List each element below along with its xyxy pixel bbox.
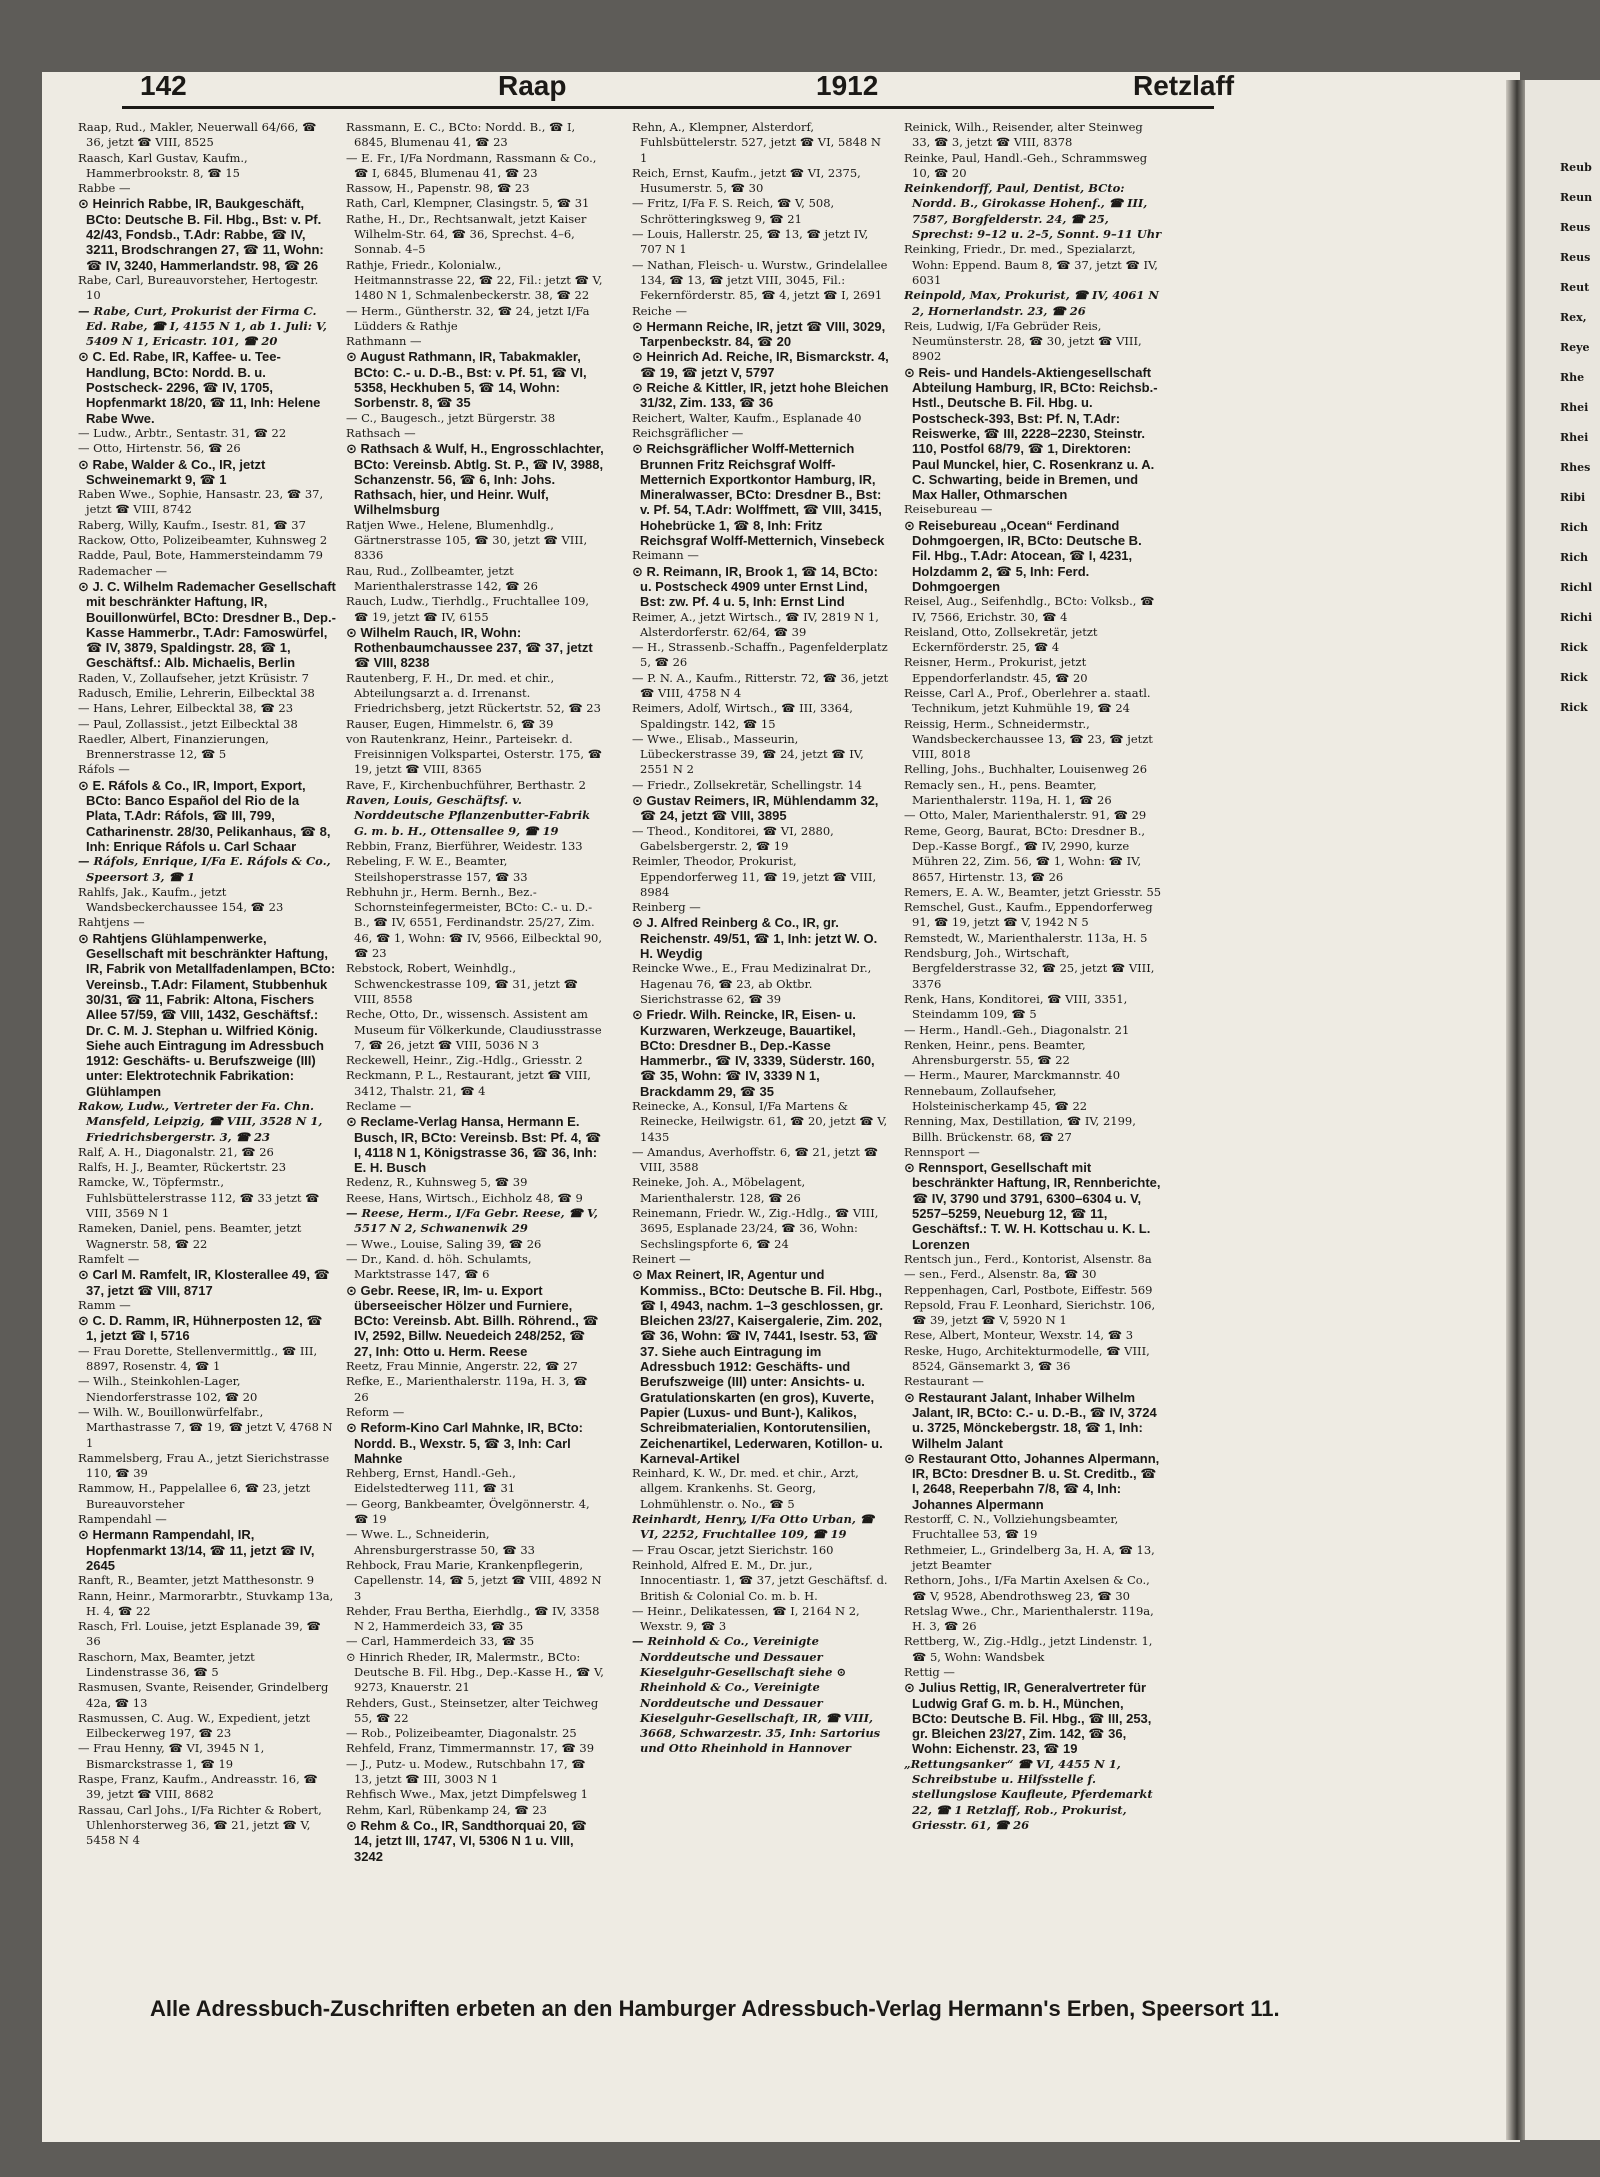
year-heading: 1912 xyxy=(816,70,879,101)
directory-entry: ⊙ Heinrich Rabbe, IR, Baukgeschäft, BCto: Deutsche B. Fil. Hbg., Bst: v. Pf. 42/43, Fondsb., T.Adr: Rabbe, ☎ IV, 3211, Brodschrangen 27, ☎ 11, Wohn: ☎ IV, 3240, Hammerlandstr. 98, ☎ 26 xyxy=(78,196,324,273)
directory-entry: Raap, Rud., Makler, Neuerwall 64/66, ☎ 36, jetzt ☎ VIII, 8525 xyxy=(78,120,317,150)
first-entry-heading: Raap xyxy=(498,70,567,101)
directory-entry: Reisebureau — xyxy=(904,502,993,517)
directory-entry: — Frau Dorette, Stellenvermittlg., ☎ III, 8897, Rosenstr. 4, ☎ 1 xyxy=(78,1343,318,1374)
directory-entry: Reetz, Frau Minnie, Angerstr. 22, ☎ 27 xyxy=(346,1359,578,1374)
directory-entry: ⊙ Hinrich Rheder, IR, Malermstr., BCto: Deutsche B. Fil. Hbg., Dep.-Kasse H., ☎ V, 9273, Knauerstr. 21 xyxy=(346,1649,604,1695)
directory-entry: Rehm, Karl, Rübenkamp 24, ☎ 23 xyxy=(346,1802,547,1817)
directory-entry: — Wwe. L., Schneiderin, Ahrensburgerstrasse 50, ☎ 33 xyxy=(346,1527,535,1557)
directory-entry: Rendsburg, Joh., Wirtschaft, Bergfelderstrasse 32, ☎ 25, jetzt ☎ VIII, 3376 xyxy=(904,946,1155,991)
directory-entry: Rehfeld, Franz, Timmermannstr. 17, ☎ 39 xyxy=(346,1741,595,1756)
directory-entry: Reinecke, A., Konsul, I/Fa Martens & Reinecke, Heilwigstr. 61, ☎ 20, jetzt ☎ V, 1435 xyxy=(632,1099,888,1144)
directory-entry: Rammelsberg, Frau A., jetzt Sierichstrasse 110, ☎ 39 xyxy=(78,1450,330,1481)
directory-entry: Rackow, Otto, Polizeibeamter, Kuhnsweg 2 xyxy=(78,533,328,548)
directory-entry: Rauch, Ludw., Tierhdlg., Fruchtallee 109, ☎ 19, jetzt ☎ IV, 6155 xyxy=(346,594,590,624)
directory-entry: Rath, Carl, Klempner, Clasingstr. 5, ☎ 31 xyxy=(346,196,590,211)
directory-entry: — Rabe, Curt, Prokurist der Firma C. Ed. Rabe, ☎ I, 4155 N 1, ab 1. Juli: V, 5409 N 1, Ericastr. 101, ☎ 20 xyxy=(78,303,327,349)
directory-entry: Rentsch jun., Ferd., Kontorist, Alsenstr. 8a xyxy=(904,1251,1152,1266)
directory-entry: — C., Baugesch., jetzt Bürgerstr. 38 xyxy=(346,410,556,425)
directory-entry: ⊙ Heinrich Ad. Reiche, IR, Bismarckstr. 4, ☎ 19, ☎ jetzt V, 5797 xyxy=(632,349,889,380)
directory-entry: — sen., Ferd., Alsenstr. 8a, ☎ 30 xyxy=(904,1267,1097,1282)
directory-entry: Redenz, R., Kuhnsweg 5, ☎ 39 xyxy=(346,1175,528,1190)
directory-entry: Radusch, Emilie, Lehrerin, Eilbecktal 38 xyxy=(78,685,315,700)
directory-entry: Rasch, Frl. Louise, jetzt Esplanade 39, ☎ 36 xyxy=(78,1619,321,1649)
directory-entry: ⊙ Max Reinert, IR, Agentur und Kommiss., BCto: Deutsche B. Fil. Hbg., ☎ I, 4943, nachm. 1–3 geschlossen, gr. Bleichen 23/27, Kaisergalerie, Zim. 202, ☎ 36, Wohn: ☎ IV, 7441, Isestr. 53, ☎ 37. Siehe auch Eintragung im Adressbuch 1912: Geschäfts- und Berufszweige (III) unter: Ansichts- u. Gratulationskarten (en gros), Kuverte, Papier (Luxus- und Bunt-), Kalikos, Schreibmaterialien, Kontorutensilien, Zeichenartikel, Lederwaren, Kotillon- u. Karneval-Artikel xyxy=(632,1267,884,1466)
directory-entry: Remers, E. A. W., Beamter, jetzt Griesstr. 55 xyxy=(904,884,1162,899)
adjacent-page-fragment: Reut xyxy=(1560,281,1590,294)
directory-entry: ⊙ Rennsport, Gesellschaft mit beschränkter Haftung, IR, Rennberichte, ☎ IV, 3790 und 3791, 6300–6304 u. V, 5257–5259, Neueburg 12, ☎ 11, Geschäftsf.: T. W. H. Kottschau u. K. L. Lorenzen xyxy=(904,1160,1161,1252)
directory-entry: von Rautenkranz, Heinr., Parteisekr. d. Freisinnigen Volkspartei, Osterstr. 175, ☎ 19, jetzt ☎ VIII, 8365 xyxy=(346,731,603,777)
column-1 xyxy=(78,120,336,2040)
directory-entry: Rann, Heinr., Marmorarbtr., Stuvkamp 13a, H. 4, ☎ 22 xyxy=(78,1588,334,1618)
directory-entry: Ranft, R., Beamter, jetzt Matthesonstr. 9 xyxy=(78,1573,315,1588)
directory-entry: Raasch, Karl Gustav, Kaufm., Hammerbrookstr. 8, ☎ 15 xyxy=(78,150,248,180)
directory-entry: Rethmeier, L., Grindelberg 3a, H. A, ☎ 13, jetzt Beamter xyxy=(904,1542,1155,1572)
directory-entry: — E. Fr., I/Fa Nordmann, Rassmann & Co., ☎ I, 6845, Blumenau 41, ☎ 23 xyxy=(346,150,597,180)
directory-entry: Ramcke, W., Töpfermstr., Fuhlsbüttelerstrasse 112, ☎ 33 jetzt ☎ VIII, 3569 N 1 xyxy=(78,1175,320,1221)
directory-entry: — Friedr., Zollsekretär, Schellingstr. 14 xyxy=(632,777,862,792)
directory-entry: — Ráfols, Enrique, I/Fa E. Ráfols & Co., Speersort 3, ☎ 1 xyxy=(78,854,331,884)
adjacent-page-fragment: Richl xyxy=(1560,581,1593,594)
adjacent-page-fragment: Rich xyxy=(1560,551,1589,564)
directory-entry: Rave, F., Kirchenbuchführer, Berthastr. 2 xyxy=(346,777,586,792)
adjacent-page-fragment: Richi xyxy=(1560,611,1593,624)
directory-entry: Reckewell, Heinr., Zig.-Hdlg., Griesstr. 2 xyxy=(346,1053,583,1068)
directory-entry: — Otto, Maler, Marienthalerstr. 91, ☎ 29 xyxy=(904,808,1147,823)
directory-entry: Reich, Ernst, Kaufm., jetzt ☎ VI, 2375, Husumerstr. 5, ☎ 30 xyxy=(632,165,861,196)
directory-entry: Rameken, Daniel, pens. Beamter, jetzt Wagnerstr. 58, ☎ 22 xyxy=(78,1221,302,1251)
directory-entry: ⊙ Restaurant Otto, Johannes Alpermann, IR, BCto: Dresdner B. u. St. Creditb., ☎ I, 2648, Reeperbahn 7/8, ☎ 4, Inh: Johannes Alpermann xyxy=(904,1450,1160,1512)
directory-entry: Reisland, Otto, Zollsekretär, jetzt Eckernförderstr. 25, ☎ 4 xyxy=(904,624,1098,655)
directory-entry: — Hans, Lehrer, Eilbecktal 38, ☎ 23 xyxy=(78,701,294,716)
directory-entry: — Wilh. W., Bouillonwürfelfabr., Marthastrasse 7, ☎ 19, ☎ jetzt V, 4768 N 1 xyxy=(78,1404,333,1450)
directory-entry: Rennebaum, Zollaufseher, Holsteinischerkamp 45, ☎ 22 xyxy=(904,1083,1088,1113)
directory-entry: Rebeling, F. W. E., Beamter, Steilshoperstrasse 157, ☎ 33 xyxy=(346,854,528,884)
directory-entry: Rehder, Frau Bertha, Eierhdlg., ☎ IV, 3358 N 2, Hammerdeich 33, ☎ 35 xyxy=(346,1603,600,1634)
directory-entry: Rehders, Gust., Steinsetzer, alter Teichweg 55, ☎ 22 xyxy=(346,1695,599,1725)
directory-entry: Rademacher — xyxy=(78,563,168,578)
directory-entry: ⊙ August Rathmann, IR, Tabakmakler, BCto: C.- u. D.-B., Bst: v. Pf. 51, ☎ VI, 5358, Heckhuben 5, ☎ 14, Wohn: Sorbenstr. 8, ☎ 35 xyxy=(346,349,587,411)
directory-entry: Raedler, Albert, Finanzierungen, Brennerstrasse 12, ☎ 5 xyxy=(78,731,269,762)
directory-entry: Rahtjens — xyxy=(78,915,145,930)
directory-entry: — Dr., Kand. d. höh. Schulamts, Marktstrasse 147, ☎ 6 xyxy=(346,1251,532,1282)
last-entry-heading: Retzlaff xyxy=(1133,70,1235,101)
directory-entry: — P. N. A., Kaufm., Ritterstr. 72, ☎ 36, jetzt ☎ VIII, 4758 N 4 xyxy=(632,670,889,700)
directory-entry: Reimer, A., jetzt Wirtsch., ☎ IV, 2819 N 1, Alsterdorferstr. 62/64, ☎ 39 xyxy=(632,609,879,639)
directory-entry: Rasmusen, Svante, Reisender, Grindelberg 42a, ☎ 13 xyxy=(78,1680,329,1710)
directory-entry: Rebstock, Robert, Weinhdlg., Schwenckestrasse 109, ☎ 31, jetzt ☎ VIII, 8558 xyxy=(346,961,578,1006)
directory-entry: ⊙ Hermann Rampendahl, IR, Hopfenmarkt 13/14, ☎ 11, jetzt ☎ IV, 2645 xyxy=(78,1527,315,1573)
directory-entry: Renken, Heinr., pens. Beamter, Ahrensburgerstr. 55, ☎ 22 xyxy=(904,1037,1086,1068)
directory-entry: Rassau, Carl Johs., I/Fa Richter & Robert, Uhlenhorsterweg 36, ☎ 21, jetzt ☎ V, 5458 N 4 xyxy=(78,1802,322,1848)
directory-entry: — Ludw., Arbtr., Sentastr. 31, ☎ 22 xyxy=(78,425,287,440)
directory-entry: Relling, Johs., Buchhalter, Louisenweg 26 xyxy=(904,762,1148,777)
directory-entry: Reisel, Aug., Seifenhdlg., BCto: Volksb., ☎ IV, 7566, Erichstr. 30, ☎ 4 xyxy=(904,594,1155,624)
directory-entry: Reform — xyxy=(346,1404,405,1419)
directory-entry: Reiche — xyxy=(632,303,687,318)
directory-entry: ⊙ E. Ráfols & Co., IR, Import, Export, BCto: Banco Español del Rio de la Plata, T.Adr: Ráfols, ☎ III, 799, Catharinenstr. 28/30, Pelikanhaus, ☎ 8, Inh: Enrique Ráfols u. Carl Schaar xyxy=(78,777,331,854)
directory-entry: — Georg, Bankbeamter, Övelgönnerstr. 4, ☎ 19 xyxy=(346,1496,590,1527)
directory-entry: — Otto, Hirtenstr. 56, ☎ 26 xyxy=(78,441,241,456)
directory-entry: Rettberg, W., Zig.-Hdlg., jetzt Lindenstr. 1, ☎ 5, Wohn: Wandsbek xyxy=(904,1634,1153,1664)
adjacent-page-fragment: Reus xyxy=(1560,251,1591,264)
directory-entry: ⊙ Reisebureau „Ocean“ Ferdinand Dohmgoergen, IR, BCto: Deutsche B. Fil. Hbg., T.Adr: Atocean, ☎ I, 4231, Holzdamm 2, ☎ 5, Inh: Ferd. Dohmgoergen xyxy=(904,517,1142,594)
directory-entry: Reinhard, K. W., Dr. med. et chir., Arzt, allgem. Krankenhs. St. Georg, Lohmühlenstr. o. No., ☎ 5 xyxy=(632,1466,859,1511)
directory-entry: Reissig, Herm., Schneidermstr., Wandsbeckerchaussee 13, ☎ 23, ☎ jetzt VIII, 8018 xyxy=(904,716,1153,762)
directory-entry: Rehberg, Ernst, Handl.-Geh., Eidelstedterweg 111, ☎ 31 xyxy=(346,1466,516,1496)
directory-entry: — Reese, Herm., I/Fa Gebr. Reese, ☎ V, 5517 N 2, Schwanenwik 29 xyxy=(346,1206,598,1236)
adjacent-page-fragment: Reus xyxy=(1560,221,1591,234)
directory-entry: ⊙ Carl M. Ramfelt, IR, Klosterallee 49, ☎ 37, jetzt ☎ VIII, 8717 xyxy=(78,1267,330,1298)
directory-entry: ⊙ R. Reimann, IR, Brook 1, ☎ 14, BCto: u. Postscheck 4909 unter Ernst Lind, Bst: zw. Pf. 4 u. 5, Inh: Ernst Lind xyxy=(632,563,878,610)
directory-entry: Reisse, Carl A., Prof., Oberlehrer a. staatl. Technikum, jetzt Kuhmühle 19, ☎ 24 xyxy=(904,685,1151,716)
directory-entry: — Theod., Konditorei, ☎ VI, 2880, Gabelsbergerstr. 2, ☎ 19 xyxy=(632,823,834,853)
directory-entry: Rabe, Carl, Bureauvorsteher, Hertogestr. 10 xyxy=(78,272,319,303)
directory-entry: Reinberg — xyxy=(632,900,701,915)
directory-entry: Renk, Hans, Konditorei, ☎ VIII, 3351, Steindamm 109, ☎ 5 xyxy=(904,991,1128,1022)
directory-entry: Ratjen Wwe., Helene, Blumenhdlg., Gärtnerstrasse 105, ☎ 30, jetzt ☎ VIII, 8336 xyxy=(346,517,588,563)
directory-entry: Raven, Louis, Geschäftsf. v. Norddeutsche Pflanzenbutter-Fabrik G. m. b. H., Ottensallee 9, ☎ 19 xyxy=(346,793,591,838)
directory-entry: Reme, Georg, Baurat, BCto: Dresdner B., Dep.-Kasse Borgf., ☎ IV, 2990, kurze Mühren 22, Zim. 56, ☎ 1, Wohn: ☎ IV, 8657, Hirtenstr. 13, ☎ 26 xyxy=(904,823,1146,884)
directory-entry: ⊙ Rabe, Walder & Co., IR, jetzt Schweinemarkt 9, ☎ 1 xyxy=(78,456,266,487)
directory-entry: — Wwe., Louise, Saling 39, ☎ 26 xyxy=(346,1236,542,1251)
directory-entry: „Rettungsanker“ ☎ VI, 4455 N 1, Schreibstube u. Hilfsstelle f. stellungslose Kaufleute, Pferdemarkt 22, ☎ 1 Retzlaff, Rob., Prokurist, Griesstr. 61, ☎ 26 xyxy=(904,1756,1153,1832)
header-rule xyxy=(122,106,1214,109)
directory-entry: Rathje, Friedr., Kolonialw., Heitmannstrasse 22, ☎ 22, Fil.: jetzt ☎ V, 1480 N 1, Schmalenbeckerstr. 38, ☎ 22 xyxy=(346,257,603,303)
directory-entry: Rathsach — xyxy=(346,425,416,440)
directory-entry: Reincke Wwe., E., Frau Medizinalrat Dr., Hagenau 76, ☎ 23, ab Oktbr. Sierichstrasse 62, ☎ 39 xyxy=(632,961,872,1006)
directory-entry: — Herm., Handl.-Geh., Diagonalstr. 21 xyxy=(904,1022,1130,1037)
directory-entry: Rennsport — xyxy=(904,1144,980,1159)
directory-entry: Raben Wwe., Sophie, Hansastr. 23, ☎ 37, jetzt ☎ VIII, 8742 xyxy=(78,487,324,517)
adjacent-page-fragment: Rick xyxy=(1560,701,1588,714)
page-footer: Alle Adressbuch-Zuschriften erbeten an den Hamburger Adressbuch-Verlag Hermann's Erben, Speersort 11. xyxy=(150,1996,1280,2021)
directory-entry: ⊙ J. C. Wilhelm Rademacher Gesellschaft mit beschränkter Haftung, IR, Bouillonwürfel, BCto: Dresdner B., Dep.-Kasse Hammerbr., T.Adr: Famoswürfel, ☎ IV, 3879, Spaldingstr. 28, ☎ 1, Geschäftsf.: Alb. Michaelis, Berlin xyxy=(78,578,336,671)
directory-entry: Rassow, H., Papenstr. 98, ☎ 23 xyxy=(346,181,530,196)
directory-entry: Reimler, Theodor, Prokurist, Eppendorferweg 11, ☎ 19, jetzt ☎ VIII, 8984 xyxy=(632,854,877,899)
directory-entry: Rautenberg, F. H., Dr. med. et chir., Abteilungsarzt a. d. Irrenanst. Friedrichsberg, jetzt Rückertstr. 52, ☎ 23 xyxy=(346,670,601,716)
directory-entry: Raschorn, Max, Beamter, jetzt Lindenstrasse 36, ☎ 5 xyxy=(78,1649,255,1679)
directory-entry: Rauser, Eugen, Himmelstr. 6, ☎ 39 xyxy=(346,716,554,731)
directory-entry: Renning, Max, Destillation, ☎ IV, 2199, Billh. Brückenstr. 68, ☎ 27 xyxy=(904,1114,1136,1144)
directory-entry: ⊙ Reichsgräflicher Wolff-Metternich Brunnen Fritz Reichsgraf Wolff-Metternich Exportkontor Hamburg, IR, Mineralwasser, BCto: Dresdner B., Bst: v. Pf. 54, T.Adr: Wolffmett, ☎ VIII, 3415, Hohebrücke 1, ☎ 8, Inh: Fritz Reichsgraf Wolff-Metternich, Vinsebeck xyxy=(632,441,885,549)
directory-entry: Ralf, A. H., Diagonalstr. 21, ☎ 26 xyxy=(78,1144,274,1159)
directory-entry: Reinpold, Max, Prokurist, ☎ IV, 4061 N 2, Hornerlandstr. 23, ☎ 26 xyxy=(904,288,1159,318)
directory-entry: ⊙ Reiche & Kittler, IR, jetzt hohe Bleichen 31/32, Zim. 133, ☎ 36 xyxy=(632,380,889,411)
directory-entry: ⊙ Julius Rettig, IR, Generalvertreter für Ludwig Graf G. m. b. H., München, BCto: Deutsche B. Fil. Hbg., ☎ III, 253, gr. Bleichen 23/27, Zim. 142, ☎ 36, Wohn: Eichenstr. 23, ☎ 19 xyxy=(904,1680,1152,1757)
adjacent-page-fragment: Reye xyxy=(1560,341,1590,354)
directory-entry: Raberg, Willy, Kaufm., Isestr. 81, ☎ 37 xyxy=(78,517,306,532)
directory-entry: Ramfelt — xyxy=(78,1251,140,1266)
directory-entry: Rampendahl — xyxy=(78,1512,167,1527)
directory-entry: ⊙ Wilhelm Rauch, IR, Wohn: Rothenbaumchaussee 237, ☎ 37, jetzt ☎ VIII, 8238 xyxy=(346,624,593,671)
adjacent-page-fragment: Rhei xyxy=(1560,431,1589,444)
directory-entry: Reineke, Joh. A., Möbelagent, Marienthalerstr. 128, ☎ 26 xyxy=(632,1175,806,1205)
directory-entry: Rathmann — xyxy=(346,334,422,349)
directory-entry: ⊙ Friedr. Wilh. Reincke, IR, Eisen- u. Kurzwaren, Werkzeuge, Bauartikel, BCto: Dresdner B., Dep.-Kasse Hammerbr., ☎ IV, 3339, Süderstr. 160, ☎ 35, Wohn: ☎ IV, 3339 N 1, Brackdamm 29, ☎ 35 xyxy=(632,1007,875,1099)
directory-entry: Reinhardt, Henry, I/Fa Otto Urban, ☎ VI, 2252, Fruchtallee 109, ☎ 19 xyxy=(632,1512,875,1542)
directory-entry: ⊙ Rehm & Co., IR, Sandthorquai 20, ☎ 14, jetzt III, 1747, VI, 5306 N 1 u. VIII, 3242 xyxy=(346,1817,587,1864)
directory-entry: Ralfs, H. J., Beamter, Rückertstr. 23 xyxy=(78,1160,287,1175)
directory-entry: ⊙ Gebr. Reese, IR, Im- u. Export überseeischer Hölzer und Furniere, BCto: Vereinsb. Abt. Billh. Röhrend., ☎ IV, 2592, Billw. Neuedeich 248/252, ☎ 27, Inh: Otto u. Herm. Reese xyxy=(346,1282,599,1359)
directory-entry: Rebbin, Franz, Bierführer, Weidestr. 133 xyxy=(346,838,583,853)
directory-entry: Reichert, Walter, Kaufm., Esplanade 40 xyxy=(632,410,862,425)
adjacent-page-fragment: Rick xyxy=(1560,641,1588,654)
directory-entry: Refke, E., Marienthalerstr. 119a, H. 3, ☎ 26 xyxy=(346,1374,588,1404)
directory-entry: — Heinr., Delikatessen, ☎ I, 2164 N 2, Wexstr. 9, ☎ 3 xyxy=(632,1603,860,1634)
directory-entry: Reimann — xyxy=(632,548,699,563)
directory-entry: — Reinhold & Co., Vereinigte Norddeutsche und Dessauer Kieselguhr-Gesellschaft siehe ⊙ Rheinhold & Co., Vereinigte Norddeutsche und Dessauer Kieselguhr-Gesellschaft, IR, ☎ VIII, 3668, Schwarzestr. 35, Inh: Sartorius und Otto Rheinhold in Hannover xyxy=(632,1634,881,1756)
directory-entry: Rakow, Ludw., Vertreter der Fa. Chn. Mansfeld, Leipzig, ☎ VIII, 3528 N 1, Friedrichsbergerstr. 3, ☎ 23 xyxy=(78,1099,323,1144)
directory-entry: ⊙ C. D. Ramm, IR, Hühnerposten 12, ☎ 1, jetzt ☎ I, 5716 xyxy=(78,1313,323,1344)
directory-entry: — Carl, Hammerdeich 33, ☎ 35 xyxy=(346,1634,535,1649)
directory-entry: — Wwe., Elisab., Masseurin, Lübeckerstrasse 39, ☎ 24, jetzt ☎ IV, 2551 N 2 xyxy=(632,731,864,777)
directory-entry: ⊙ Reform-Kino Carl Mahnke, IR, BCto: Nordd. B., Wexstr. 5, ☎ 3, Inh: Carl Mahnke xyxy=(346,1420,583,1466)
adjacent-page-fragment: Rick xyxy=(1560,671,1588,684)
directory-entry: Rammow, H., Pappelallee 6, ☎ 23, jetzt Bureauvorsteher xyxy=(78,1481,311,1511)
directory-entry: Reche, Otto, Dr., wissensch. Assistent am Museum für Völkerkunde, Claudiusstrasse 7, ☎ 26, jetzt ☎ VIII, 5036 N 3 xyxy=(346,1007,602,1052)
adjacent-page-fragment: Reun xyxy=(1560,191,1593,204)
directory-entry: — Paul, Zollassist., jetzt Eilbecktal 38 xyxy=(78,716,298,731)
directory-entry: Raden, V., Zollaufseher, jetzt Krüsistr. 7 xyxy=(78,670,309,685)
directory-entry: — H., Strassenb.-Schaffn., Pagenfelderplatz 5, ☎ 26 xyxy=(632,640,888,670)
directory-entry: ⊙ Hermann Reiche, IR, jetzt ☎ VIII, 3029, Tarpenbeckstr. 84, ☎ 20 xyxy=(632,318,886,350)
directory-entry: — Herm., Maurer, Marckmannstr. 40 xyxy=(904,1068,1121,1083)
directory-entry: Reinkendorff, Paul, Dentist, BCto: Nordd. B., Girokasse Hohenf., ☎ III, 7587, Borgfelderstr. 24, ☎ 25, Sprechst: 9–12 u. 2–5, Sonnt. 9–11 Uhr xyxy=(904,181,1162,242)
adjacent-page-fragment: Rhe xyxy=(1560,371,1585,384)
column-3 xyxy=(632,120,890,2040)
directory-entry: Reichsgräflicher — xyxy=(632,425,744,440)
directory-entry: ⊙ C. Ed. Rabe, IR, Kaffee- u. Tee-Handlung, BCto: Nordd. B. u. Postscheck- 2296, ☎ IV, 1705, Hopfenmarkt 18/20, ☎ 11, Inh: Helene Rabe Wwe. xyxy=(78,349,321,426)
directory-entry: Remstedt, W., Marienthalerstr. 113a, H. 5 xyxy=(904,930,1148,945)
directory-entry: Reske, Hugo, Architekturmodelle, ☎ VIII, 8524, Gänsemarkt 3, ☎ 36 xyxy=(904,1343,1150,1374)
directory-entry: Rahlfs, Jak., Kaufm., jetzt Wandsbeckerchaussee 154, ☎ 23 xyxy=(78,884,284,915)
directory-entry: Rabbe — xyxy=(78,181,131,196)
directory-entry: Rettig — xyxy=(904,1664,955,1679)
directory-entry: Rehbock, Frau Marie, Krankenpflegerin, Capellenstr. 14, ☎ 5, jetzt ☎ VIII, 4892 N 3 xyxy=(346,1557,602,1603)
directory-entry: Reinke, Paul, Handl.-Geh., Schrammsweg 10, ☎ 20 xyxy=(904,150,1148,180)
directory-entry: — Fritz, I/Fa F. S. Reich, ☎ V, 508, Schrötteringksweg 9, ☎ 21 xyxy=(632,196,835,226)
directory-entry: Restorff, C. N., Vollziehungsbeamter, Fruchtallee 53, ☎ 19 xyxy=(904,1512,1119,1542)
page-header xyxy=(98,62,1235,106)
directory-entry: Remacly sen., H., pens. Beamter, Marienthalerstr. 119a, H. 1, ☎ 26 xyxy=(904,777,1112,808)
directory-entry: — Louis, Hallerstr. 25, ☎ 13, ☎ jetzt IV, 707 N 1 xyxy=(632,227,869,257)
directory-entry: Reinert — xyxy=(632,1251,691,1266)
directory-entry: Rese, Albert, Monteur, Wexstr. 14, ☎ 3 xyxy=(904,1328,1134,1343)
directory-entry: Reinemann, Friedr. W., Zig.-Hdlg., ☎ VIII, 3695, Esplanade 23/24, ☎ 36, Wohn: Sechslingspforte 6, ☎ 24 xyxy=(632,1206,879,1251)
directory-entry: Radde, Paul, Bote, Hammersteindamm 79 xyxy=(78,548,323,563)
adjacent-page-fragment: Reub xyxy=(1560,161,1592,174)
directory-entry: Rasmussen, C. Aug. W., Expedient, jetzt Eilbeckerweg 197, ☎ 23 xyxy=(78,1710,311,1741)
directory-entry: Repsold, Frau F. Leonhard, Sierichstr. 106, ☎ 39, jetzt ☎ V, 5920 N 1 xyxy=(904,1297,1156,1328)
directory-entry: Reinking, Friedr., Dr. med., Spezialarzt, Wohn: Eppend. Baum 8, ☎ 37, jetzt ☎ IV, 6031 xyxy=(904,242,1158,287)
directory-entry: Ramm — xyxy=(78,1297,131,1312)
directory-entry: Rebhuhn jr., Herm. Bernh., Bez.-Schornsteinfegermeister, BCto: C.- u. D.-B., ☎ IV, 6551, Ferdinandstr. 25/27, Zim. 46, ☎ 1, Wohn: ☎ IV, 9566, Eilbecktal 90, ☎ 23 xyxy=(346,884,602,961)
directory-entry: ⊙ Rahtjens Glühlampenwerke, Gesellschaft mit beschränkter Haftung, IR, Fabrik von Metallfadenlampen, BCto: Vereinsb., T.Adr: Filament, Stubbenhuk 30/31, ☎ 11, Fabrik: Altona, Fischers Allee 57/59, ☎ VIII, 1432, Geschäftsf.: Dr. C. M. J. Stephan u. Wilfried König. Siehe auch Eintragung im Adressbuch 1912: Geschäfts- u. Berufszweige (III) unter: Elektrotechnik Fabrikation: Glühlampen xyxy=(78,930,336,1099)
directory-entry: Reppenhagen, Carl, Postbote, Eiffestr. 569 xyxy=(904,1282,1153,1297)
directory-entry: Restaurant — xyxy=(904,1374,984,1389)
adjacent-page-fragment: Ribi xyxy=(1560,491,1586,504)
directory-entry: — Frau Oscar, jetzt Sierichstr. 160 xyxy=(632,1542,834,1557)
directory-entry: ⊙ J. Alfred Reinberg & Co., IR, gr. Reichenstr. 49/51, ☎ 1, Inh: jetzt W. O. H. Weydig xyxy=(632,915,878,962)
adjacent-page-fragment: Rex, xyxy=(1560,311,1587,324)
directory-entry: — Rob., Polizeibeamter, Diagonalstr. 25 xyxy=(346,1726,577,1741)
directory-entry: Raspe, Franz, Kaufm., Andreasstr. 16, ☎ 39, jetzt ☎ VIII, 8682 xyxy=(78,1772,318,1802)
directory-entry: — Amandus, Averhoffstr. 6, ☎ 21, jetzt ☎ VIII, 3588 xyxy=(632,1144,879,1175)
adjacent-page-fragment: Rhei xyxy=(1560,401,1589,414)
directory-entry: — Nathan, Fleisch- u. Wurstw., Grindelallee 134, ☎ 13, ☎ jetzt VIII, 3045, Fil.: Fekernförderstr. 85, ☎ 4, jetzt ☎ I, 2691 xyxy=(632,257,888,303)
directory-entry: Reckmann, P. L., Restaurant, jetzt ☎ VIII, 3412, Thalstr. 21, ☎ 4 xyxy=(346,1068,591,1098)
directory-entry: Reinick, Wilh., Reisender, alter Steinweg 33, ☎ 3, jetzt ☎ VIII, 8378 xyxy=(904,120,1143,150)
directory-entry: Rathe, H., Dr., Rechtsanwalt, jetzt Kaiser Wilhelm-Str. 64, ☎ 36, Sprechst. 4–6, Sonnab. 4–5 xyxy=(346,211,587,257)
directory-entry: Reese, Hans, Wirtsch., Eichholz 48, ☎ 9 xyxy=(346,1190,583,1205)
directory-entry: Retslag Wwe., Chr., Marienthalerstr. 119a, H. 3, ☎ 26 xyxy=(904,1603,1154,1634)
directory-entry: ⊙ Reis- und Handels-Aktiengesellschaft Abteilung Hamburg, IR, BCto: Reichsb.-Hstl., Deutsche B. Fil. Hbg. u. Postscheck-393, Bst: Pf. N, T.Adr: Reiswerke, ☎ III, 2228–2230, Steinstr. 110, Postfol 68/79, ☎ 1, Direktoren: Paul Munckel, hier, C. Rosenkranz u. A. C. Schwarting, beide in Bremen, und Max Haller, Othmarschen xyxy=(904,364,1158,503)
directory-entry: — Herm., Güntherstr. 32, ☎ 24, jetzt I/Fa Lüdders & Rathje xyxy=(346,303,590,333)
directory-entry: — Frau Henny, ☎ VI, 3945 N 1, Bismarckstrasse 1, ☎ 19 xyxy=(78,1741,265,1771)
column-2 xyxy=(346,120,604,2040)
directory-entry: Reisner, Herm., Prokurist, jetzt Eppendorferlandstr. 45, ☎ 20 xyxy=(904,655,1088,685)
directory-entry: — J., Putz- u. Modew., Rutschbahn 17, ☎ 13, jetzt ☎ III, 3003 N 1 xyxy=(346,1756,586,1787)
column-4 xyxy=(904,120,1162,2040)
directory-entry: ⊙ Restaurant Jalant, Inhaber Wilhelm Jalant, IR, BCto: C.- u. D.-B., ☎ IV, 3724 u. 3725, Mönckebergstr. 18, ☎ 1, Inh: Wilhelm Jalant xyxy=(904,1389,1157,1451)
directory-entry: Rehfisch Wwe., Max, jetzt Dimpfelsweg 1 xyxy=(346,1787,588,1802)
directory-entry: — Wilh., Steinkohlen-Lager, Niendorferstrasse 102, ☎ 20 xyxy=(78,1374,258,1404)
adjacent-page-fragment: Rhes xyxy=(1560,461,1591,474)
directory-entry: Reis, Ludwig, I/Fa Gebrüder Reis, Neumünsterstr. 28, ☎ 30, jetzt ☎ VIII, 8902 xyxy=(904,318,1142,364)
page-number: 142 xyxy=(140,70,187,101)
adjacent-page-fragments xyxy=(1560,160,1600,730)
directory-entry: Remschel, Gust., Kaufm., Eppendorferweg 91, ☎ 19, jetzt ☎ V, 1942 N 5 xyxy=(904,900,1153,930)
directory-entry: ⊙ Reclame-Verlag Hansa, Hermann E. Busch, IR, BCto: Vereinsb. Bst: Pf. 4, ☎ I, 4118 N 1, Königstrasse 36, ☎ 36, Inh: E. H. Busch xyxy=(346,1114,602,1176)
directory-entry: Reinhold, Alfred E. M., Dr. jur., Innocentiastr. 1, ☎ 37, jetzt Geschäftsf. d. British & Colonial Co. m. b. H. xyxy=(632,1557,888,1603)
directory-entry: Rau, Rud., Zollbeamter, jetzt Marienthalerstrasse 142, ☎ 26 xyxy=(346,563,538,593)
directory-entry: Reimers, Adolf, Wirtsch., ☎ III, 3364, Spaldingstr. 142, ☎ 15 xyxy=(632,701,853,731)
directory-entry: ⊙ Gustav Reimers, IR, Mühlendamm 32, ☎ 24, jetzt ☎ VIII, 3895 xyxy=(632,793,879,824)
directory-entry: ⊙ Rathsach & Wulf, H., Engrosschlachter, BCto: Vereinsb. Abtlg. St. P., ☎ IV, 3988, Schanzenstr. 56, ☎ 6, Inh: Johs. Rathsach, hier, und Heinr. Wulf, Wilhelmsburg xyxy=(346,441,604,518)
directory-entry: Rassmann, E. C., BCto: Nordd. B., ☎ I, 6845, Blumenau 41, ☎ 23 xyxy=(346,120,576,150)
directory-entry: Rehn, A., Klempner, Alsterdorf, Fuhlsbüttelerstr. 527, jetzt ☎ VI, 5848 N 1 xyxy=(632,120,881,165)
directory-entry: Rethorn, Johs., I/Fa Martin Axelsen & Co., ☎ V, 9528, Abendrothsweg 23, ☎ 30 xyxy=(904,1573,1150,1603)
directory-entry: Ráfols — xyxy=(78,762,130,777)
adjacent-page-fragment: Rich xyxy=(1560,521,1589,534)
directory-entry: Reclame — xyxy=(346,1099,412,1113)
